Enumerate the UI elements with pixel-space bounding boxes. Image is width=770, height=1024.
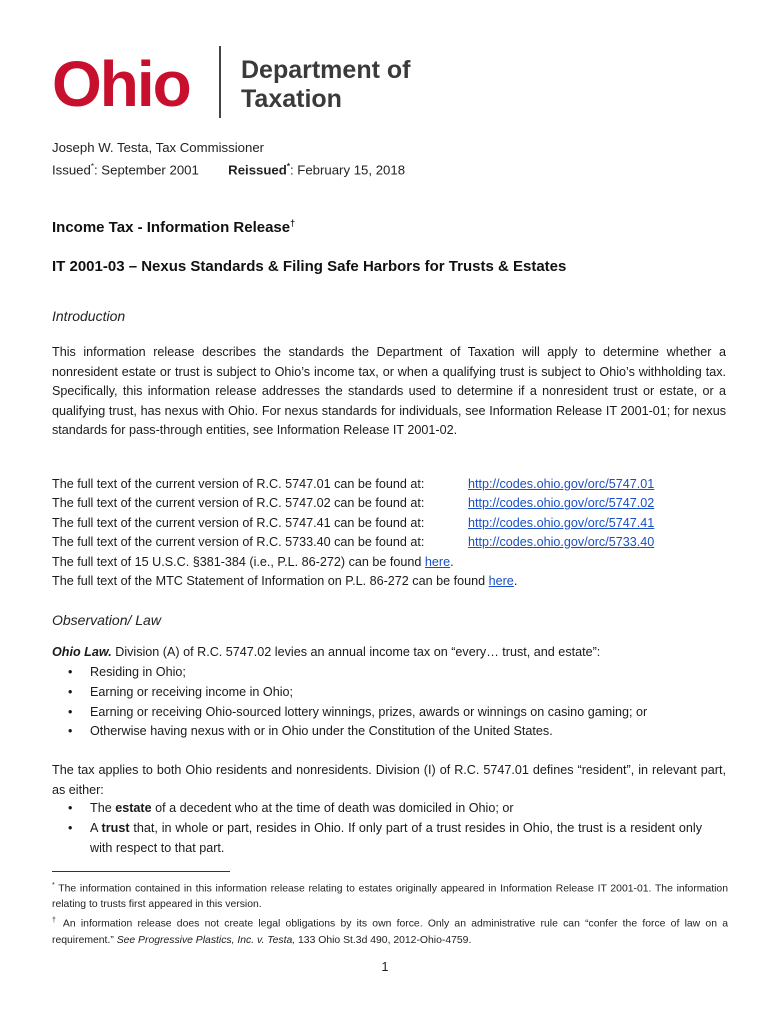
department-name: Department of Taxation [241,56,411,113]
orc-link[interactable]: http://codes.ohio.gov/orc/5747.02 [468,496,655,511]
list-item: • Residing in Ohio; [52,663,732,683]
logo-divider [219,46,221,118]
commissioner-line: Joseph W. Testa, Tax Commissioner [52,140,265,155]
footnote-divider [52,871,230,872]
link-row: The full text of the current version of R.C. 5747.41 can be found at: http://codes.ohio.gov/orc/5747.41 [52,515,655,530]
resident-bullet-list [52,799,732,858]
list-item: • Earning or receiving income in Ohio; [52,683,732,703]
release-title: IT 2001-03 – Nexus Standards & Filing Safe Harbors for Trusts & Estates [52,258,567,275]
list-item: • Otherwise having nexus with or in Ohio under the Constitution of the United States. [52,722,732,742]
introduction-heading: Introduction [52,308,126,324]
link-row: The full text of the MTC Statement of Information on P.L. 86-272 can be found here. [52,574,518,589]
ohio-law-paragraph: Ohio Law. Division (A) of R.C. 5747.02 levies an annual income tax on “every… trust, and estate”: [52,645,601,659]
tax-applies-paragraph: The tax applies to both Ohio residents and nonresidents. Division (I) of R.C. 5747.01 defines “resident”, in relevant part, as either: [52,763,726,797]
orc-link[interactable]: http://codes.ohio.gov/orc/5747.01 [468,477,655,491]
orc-link[interactable]: http://codes.ohio.gov/orc/5733.40 [468,535,655,550]
link-row: The full text of the current version of R.C. 5747.02 can be found at: http://codes.ohio.gov/orc/5747.02 [52,496,655,511]
ohio-logo: Ohio [52,48,190,120]
orc-link[interactable]: http://codes.ohio.gov/orc/5747.41 [468,515,655,530]
link-row: The full text of the current version of R.C. 5733.40 can be found at: http://codes.ohio.gov/orc/5733.40 [52,535,655,550]
introduction-paragraph: This information release describes the standards the Department of Taxation will apply to determine whether a nonresident estate or trust is subject to Ohio’s income tax, or when a qualifying trust is subject to Ohio’s withholding tax. Specifically, this information release addresses the standards used to determine if a nonresident trust or estate, or a qualifying trust, has nexus with Ohio. For nexus standards for individuals, see Information Release IT 2001-01; for nexus standards for pass-through entities, see Information Release IT 2001-02. [52,345,726,438]
footnote: † An information release does not create legal obligations by its own force. Only an administrative rule can “confer the force of law on a requirement.” See Progressive Plastics, Inc. v. Testa, 133 Ohio St.3d 490, 2012-Ohio-4759. [52,917,728,946]
link-row: The full text of the current version of R.C. 5747.01 can be found at: http://codes.ohio.gov/orc/5747.01 [52,477,655,491]
list-item: • A trust that, in whole or part, resides in Ohio. If only part of a trust resides in Ohio, the trust is a resident only with respect to that part. [52,819,702,859]
footnote: * The information contained in this information release relating to estates originally appeared in Information Release IT 2001-01. The information relating to trusts first appeared in this version. [52,882,728,911]
page-number: 1 [381,960,389,974]
here-link[interactable]: here [488,574,514,589]
reference-links [52,475,732,591]
link-row: The full text of 15 U.S.C. §381-384 (i.e., P.L. 86-272) can be found here. [52,554,454,569]
issue-dates: Issued*: September 2001 Reissued*: February 15, 2018 [52,162,406,178]
release-type-title: Income Tax - Information Release† [52,218,296,236]
list-item: • The estate of a decedent who at the time of death was domiciled in Ohio; or [52,799,732,819]
observation-heading: Observation/ Law [52,612,161,628]
here-link[interactable]: here [424,554,451,569]
nexus-bullet-list [52,663,732,742]
footnotes [52,878,728,949]
list-item: • Earning or receiving Ohio-sourced lottery winnings, prizes, awards or winnings on casino gaming; or [52,703,732,723]
